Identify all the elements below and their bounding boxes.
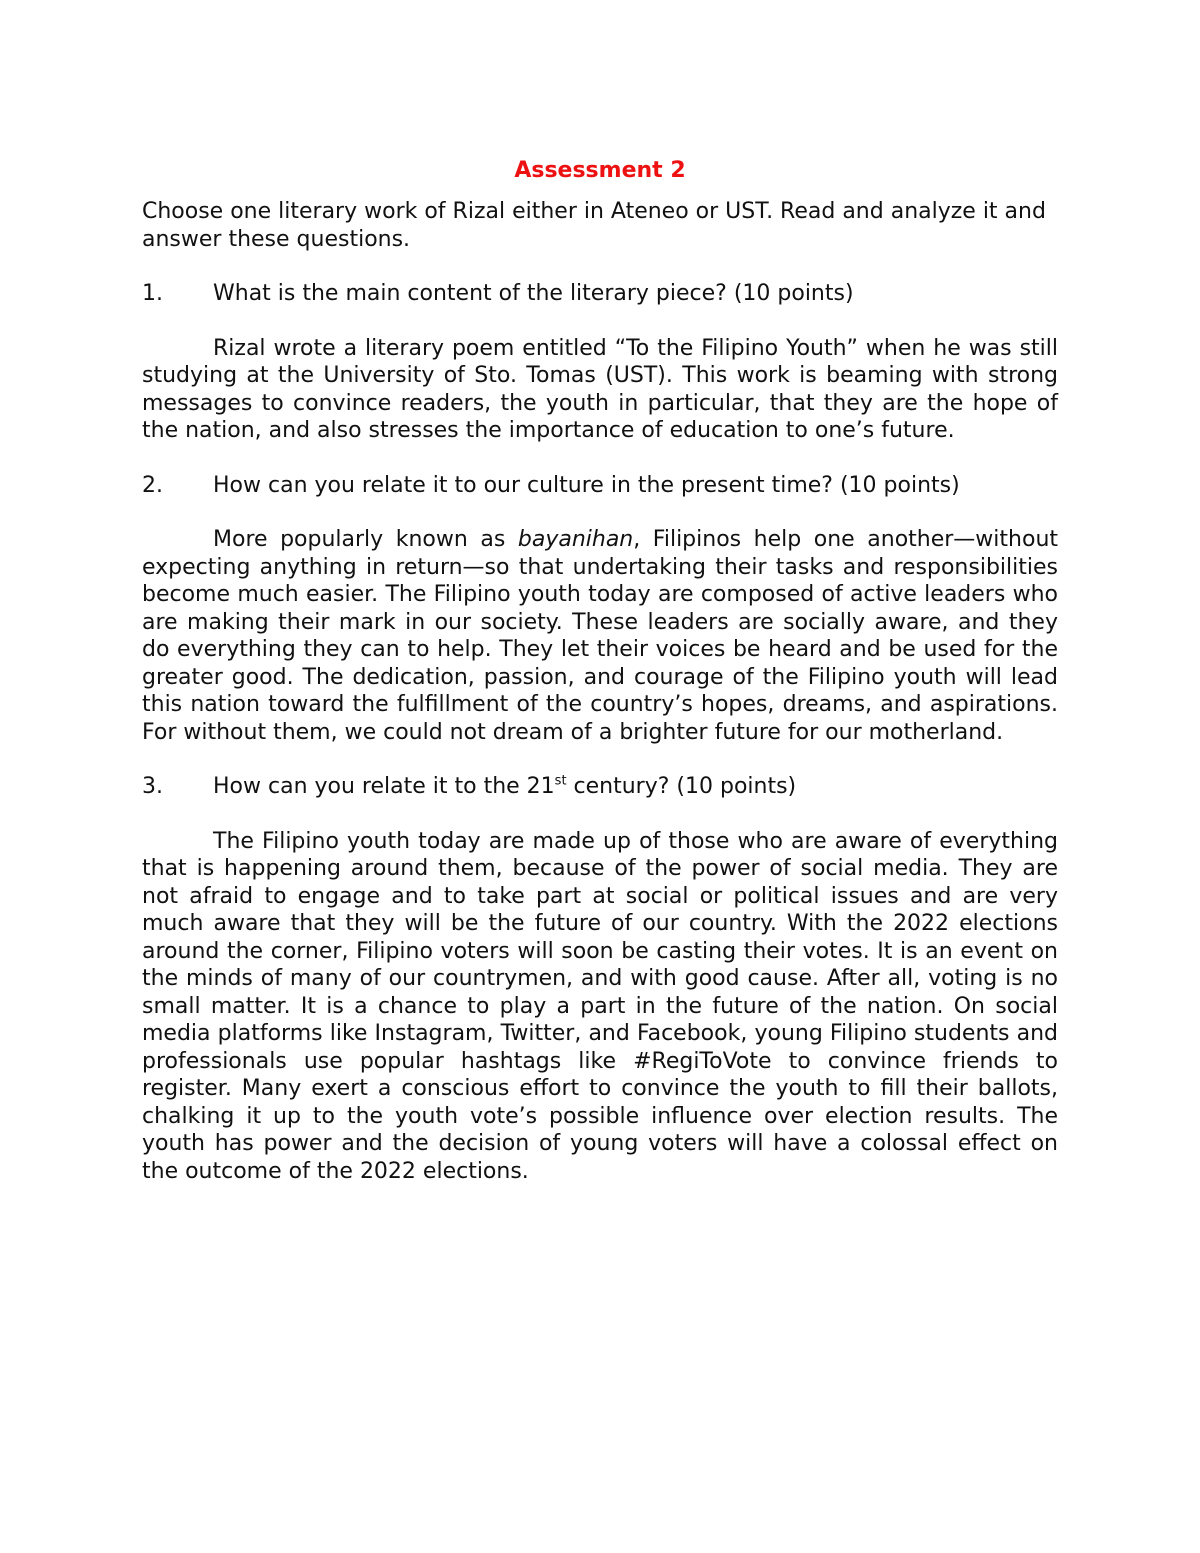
- question-1: [142, 280, 1058, 308]
- question-text: [213, 773, 1058, 801]
- question-number: 1.: [142, 281, 163, 306]
- answer-text: More popularly known as: [213, 527, 518, 552]
- document-title: Assessment 2: [514, 158, 686, 183]
- question-number: 3.: [142, 774, 163, 799]
- answer-2: [142, 526, 1058, 746]
- question-number: 2.: [142, 472, 163, 498]
- answer-1: Rizal wrote a literary poem entitled “To the Filipino Youth” when he was still studying at the University of Sto. Tomas (UST). This work is beaming with strong messages to convince readers, the youth in particular, that they are the hope of the nation, and also stresses the importance of education to one’s future.: [142, 335, 1058, 443]
- italic-term: bayanihan: [517, 527, 634, 552]
- document-page: [142, 152, 1058, 1212]
- instructions: Choose one literary work of Rizal either in Ateneo or UST. Read and analyze it and answer these questions.: [142, 199, 1046, 252]
- question-3: [142, 773, 1058, 801]
- ordinal-suffix: st: [554, 773, 567, 789]
- question-text: How can you relate it to our culture in the present time? (10 points): [213, 472, 960, 498]
- question-text-part: How can you relate it to the 21: [213, 774, 555, 799]
- answer-3: The Filipino youth today are made up of those who are aware of everything that is happening around them, because of the power of social media. They are not afraid to engage and to take part at social or political issues and are very much aware that they will be the future of our country. With the 2022 elections around the corner, Filipino voters will soon be casting their votes. It is an event on the minds of many of our countrymen, and with good cause. After all, voting is no small matter. It is a chance to play a part in the future of the nation. On social media platforms like Instagram, Twitter, and Facebook, young Filipino students and professionals use popular hashtags like #RegiToVote to convince friends to register. Many exert a conscious effort to convince the youth to fill their ballots, chalking it up to the youth vote’s possible influence over election results. The youth has power and the decision of young voters will have a colossal effect on the outcome of the 2022 elections.: [142, 828, 1058, 1184]
- question-text-part: century? (10 points): [566, 774, 797, 799]
- question-text: What is the main content of the literary piece? (10 points): [213, 281, 854, 306]
- answer-text: , Filipinos help one another—without expecting anything in return—so that undertaking their tasks and responsibilities become much easier. The Filipino youth today are composed of active leaders who are making their mark in our society. These leaders are socially aware, and they do everything they can to help. They let their voices be heard and be used for the greater good. The dedication, passion, and courage of the Filipino youth will lead this nation toward the fulfillment of the country’s hopes, dreams, and aspirations. For without them, we could not dream of a brighter future for our motherland.: [142, 527, 1059, 745]
- question-2: [142, 472, 1058, 500]
